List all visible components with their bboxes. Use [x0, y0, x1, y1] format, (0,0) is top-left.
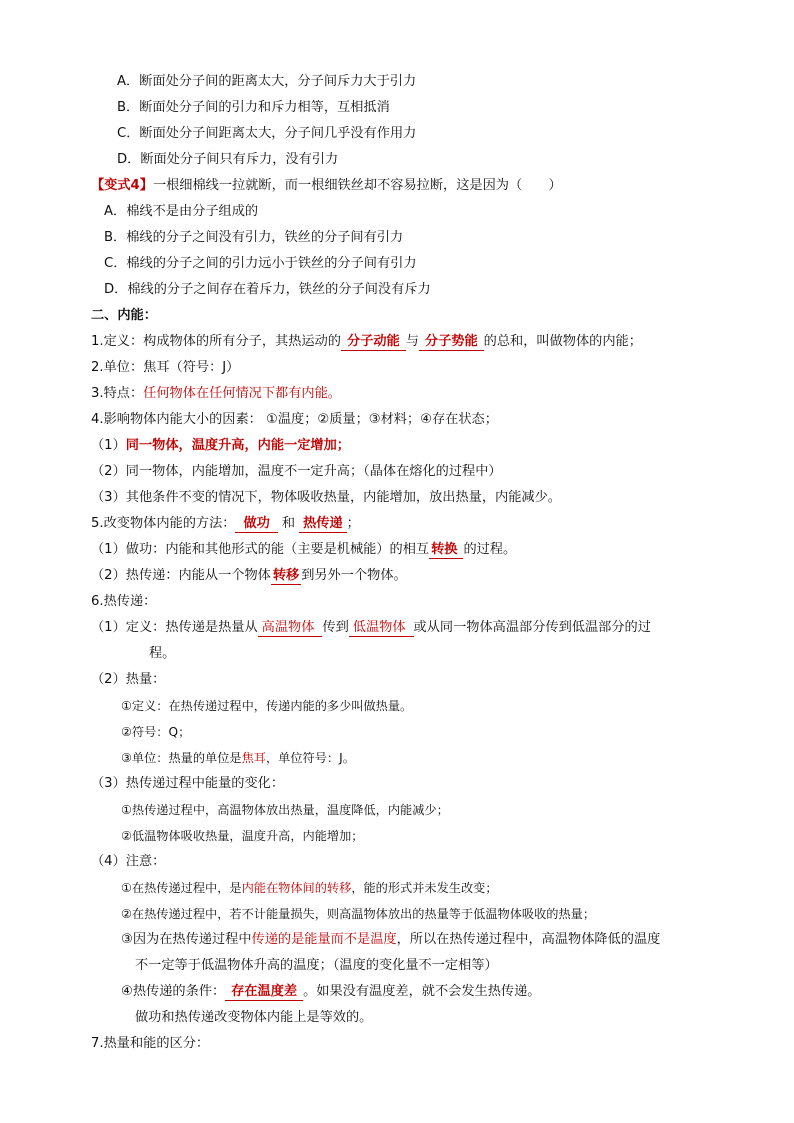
energy-change-2: ②低温物体吸收热量，温度升高，内能增加；	[121, 829, 364, 843]
blank-molecular-potential: 分子势能	[419, 334, 484, 351]
variant4-option-a: A．棉线不是由分子组成的	[104, 204, 259, 219]
note-4	[121, 983, 540, 1001]
variant4-text: 一根细棉线一拉就断，而一根细铁丝却不容易拉断，这是因为（ ）	[152, 178, 562, 193]
note-1	[121, 879, 498, 897]
variant4-option-d: D．棉线的分子之间存在着斥力，铁丝的分子间没有斥力	[104, 282, 431, 297]
variant4-question	[91, 177, 562, 195]
definition-text: 1.定义：构成物体的所有分子，其热运动的	[91, 334, 341, 349]
factors-line: 4.影响物体内能大小的因素： ①温度；②质量；③材料；④存在状态；	[91, 412, 498, 427]
heat-transfer-text: （2）热传递：内能从一个物体	[91, 568, 271, 583]
factor-3: （3）其他条件不变的情况下，物体吸收热量，内能增加，放出热量，内能减少。	[91, 490, 561, 505]
heat-unit-text: ③单位：热量的单位是	[121, 751, 242, 765]
heat-amount-heading: （2）热量：	[91, 672, 166, 687]
feature-line	[91, 385, 341, 403]
heat-transfer-heading: 6.热传递：	[91, 594, 157, 609]
factor-1-red: 同一物体，温度升高，内能一定增加；	[125, 438, 350, 453]
definition-end: 的总和，叫做物体的内能；	[483, 334, 642, 349]
heat-transfer-end: 到另外一个物体。	[301, 568, 407, 583]
unit-line: 2.单位：焦耳（符号：J）	[91, 360, 240, 375]
change-methods-label: 5.改变物体内能的方法：	[91, 516, 236, 531]
variant4-tag: 【变式4】	[91, 178, 153, 193]
change-end: ；	[346, 516, 360, 531]
change-methods-line	[91, 515, 360, 533]
feature-red: 任何物体在任何情况下都有内能。	[143, 386, 341, 401]
heat-amount-symbol: ②符号：Q；	[121, 725, 191, 739]
blank-work: 做功	[235, 516, 277, 533]
feature-label: 3.特点：	[91, 386, 144, 401]
blank-molecular-kinetic: 分子动能	[341, 334, 406, 351]
heat-unit-end: ，单位符号：J。	[266, 751, 355, 765]
change-and: 和	[281, 516, 296, 531]
note-heading: （4）注意：	[91, 854, 166, 869]
note-1-text: ①在热传递过程中，是	[121, 881, 242, 895]
variant4-option-b: B．棉线的分子之间没有引力，铁丝的分子间有引力	[104, 230, 404, 245]
blank-transfer: 转移	[272, 568, 300, 583]
ht-def-mid: 传到	[322, 620, 349, 635]
note-2: ②在热传递过程中，若不计能量损失，则高温物体放出的热量等于低温物体吸收的热量；	[121, 907, 596, 921]
work-text: （1）做功：内能和其他形式的能（主要是机械能）的相互	[91, 542, 430, 557]
factor-1	[91, 437, 350, 455]
definition-line	[91, 333, 642, 351]
energy-change-heading: （3）热传递过程中能量的变化：	[91, 776, 285, 791]
ht-def-end: 或从同一物体高温部分传到低温部分的过	[413, 620, 651, 635]
blank-temperature-difference: 存在温度差	[225, 984, 303, 1001]
note-3-end: ，所以在热传递过程中，高温物体降低的温度	[396, 932, 661, 947]
heat-transfer-definition-cont: 程。	[149, 646, 176, 661]
note-3-red: 传递的是能量而不是温度	[251, 932, 397, 947]
work-line	[91, 541, 516, 559]
note-3-cont: 不一定等于低温物体升高的温度；（温度的变化量不一定相等）	[135, 958, 498, 973]
note-3-text: ③因为在热传递过程中	[121, 932, 252, 947]
blank-high-temp-object: 高温物体	[258, 620, 323, 637]
factor-1-num: （1）	[91, 438, 126, 453]
blank-low-temp-object: 低温物体	[349, 620, 414, 637]
option-d-prev: D．断面处分子间只有斥力，没有引力	[117, 152, 339, 167]
factor-2: （2）同一物体，内能增加，温度不一定升高；（晶体在熔化的过程中）	[91, 464, 502, 479]
heat-energy-heading: 7.热量和能的区分：	[91, 1036, 210, 1051]
equivalence-line: 做功和热传递改变物体内能上是等效的。	[135, 1010, 373, 1025]
heat-transfer-definition	[91, 619, 651, 637]
option-c-prev: C．断面处分子间距离太大，分子间几乎没有作用力	[117, 126, 417, 141]
variant4-option-c: C．棉线的分子之间的引力远小于铁丝的分子间有引力	[104, 256, 417, 271]
work-end: 的过程。	[463, 542, 517, 557]
note-4-text: ④热传递的条件：	[121, 984, 226, 999]
heat-amount-unit	[121, 749, 355, 767]
note-1-end: ，能的形式并未发生改变；	[351, 881, 498, 895]
note-4-end: 。如果没有温度差，就不会发生热传递。	[303, 984, 541, 999]
heat-unit-red: 焦耳	[241, 751, 266, 765]
option-b-prev: B．断面处分子间的引力和斥力相等，互相抵消	[117, 100, 390, 115]
section-heading: 二、内能：	[91, 308, 157, 323]
note-3	[121, 931, 660, 949]
ht-def-text: （1）定义：热传递是热量从	[91, 620, 258, 635]
heat-transfer-line	[91, 567, 407, 585]
note-1-red: 内能在物体间的转移	[241, 881, 352, 895]
option-a-prev: A．断面处分子间的距离太大，分子间斥力大于引力	[117, 74, 417, 89]
definition-and: 与	[405, 334, 419, 349]
blank-heat-transfer: 热传递	[299, 516, 347, 533]
blank-conversion: 转换	[429, 542, 463, 559]
heat-amount-def: ①定义：在热传递过程中，传递内能的多少叫做热量。	[121, 699, 413, 713]
energy-change-1: ①热传递过程中，高温物体放出热量，温度降低，内能减少；	[121, 803, 449, 817]
